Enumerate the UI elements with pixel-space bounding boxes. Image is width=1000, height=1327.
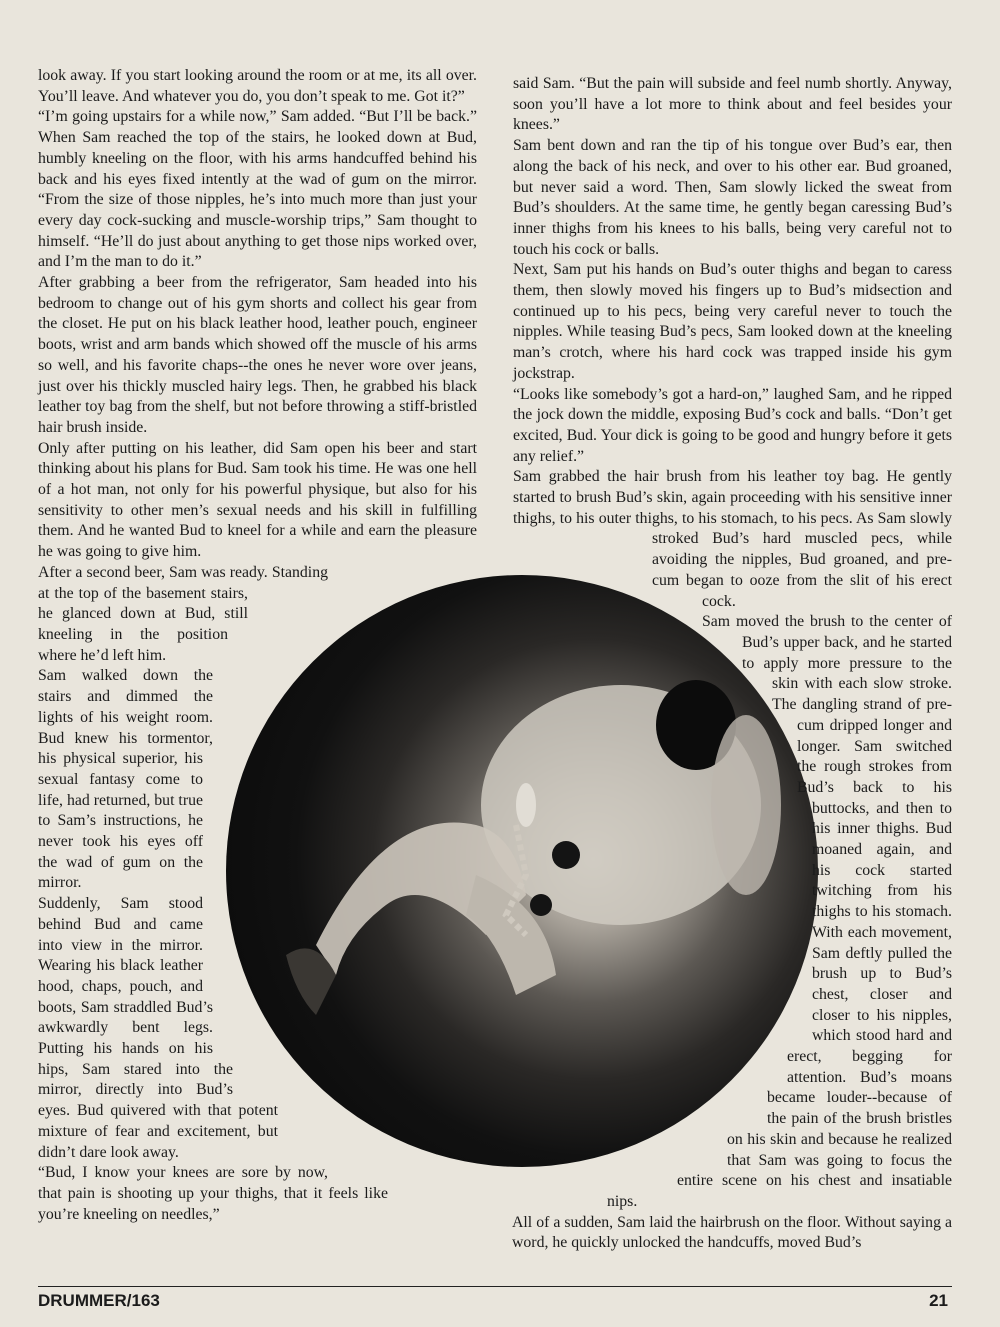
right-text-column (512, 74, 952, 1254)
paragraph: Sam grabbed the hair brush from his leather toy bag. He gently started to brush Bud’s skin, again proceeding with his sensitive inner thighs, to his outer thighs, to his stomach, to his pecs. As Sam slowly stroked Bud’s hard muscled pecs, while avoiding the nipples, Bud groaned, and pre-cum began to ooze from the slit of his erect cock. (513, 468, 952, 610)
paragraph: “Looks like somebody’s got a hard-on,” laughed Sam, and he ripped the jock down the middle, exposing Bud’s cock and balls. “Don’t get excited, Bud. Your dick is going to be good and hungry before it gets any relief.” (513, 385, 952, 465)
left-text-column (38, 66, 478, 1225)
paragraph: Sam moved the brush to the center of Bud’s upper back, and he started to apply more pressure to the skin with each slow stroke. The dangling strand of pre-cum dripped longer and longer. Sam switched the rough strokes from Bud’s back to his buttocks, and then to his inner thighs. Bud moaned again, and his cock started twitching from his thighs to his stomach. With each movement, Sam deftly pulled the brush up to Bud’s chest, closer and closer to his nipples, which stood hard and erect, begging for attention. Bud’s moans became louder--because of the pain of the brush bristles on his skin and because he realized that Sam was going to focus the entire scene on his chest and insatiable nips. (607, 613, 952, 1210)
paragraph: Suddenly, Sam stood behind Bud and came into view in the mirror. Wearing his black leather hood, chaps, pouch, and boots, Sam straddled Bud’s awkwardly bent legs. Putting his hands on his hips, Sam stared into the mirror, directly into Bud’s eyes. Bud quivered with that potent mixture of fear and excitement, but didn’t dare look away. (38, 895, 278, 1161)
paragraph: said Sam. “But the pain will subside and feel numb shortly. Anyway, soon you’ll have a lot more to think about and feel besides your knees.” (513, 75, 952, 134)
paragraph: look away. If you start looking around the room or at me, its all over. You’ll leave. And whatever you do, you don’t speak to me. Got it?” (38, 67, 477, 105)
paragraph: After a second beer, Sam was ready. Standing at the top of the basement stairs, he glanced down at Bud, still kneeling in the position where he’d left him. (38, 563, 328, 664)
footer-rule (38, 1286, 952, 1287)
paragraph: Next, Sam put his hands on Bud’s outer thighs and began to caress them, then slowly moved his fingers up to Bud’s midsection and continued up to his pecs, being very careful never to touch the nipples. While teasing Bud’s pecs, Sam looked down at the kneeling man’s crotch, where his hard cock was trapped inside his gym jockstrap. (513, 261, 952, 382)
magazine-issue: DRUMMER/163 (38, 1291, 160, 1310)
paragraph: “I’m going upstairs for a while now,” Sam added. “But I’ll be back.” When Sam reached the top of the stairs, he looked down at Bud, humbly kneeling on the floor, with his arms handcuffed behind his back and his eyes fixed intently at the wad of gum on the mirror. “From the size of those nipples, he’s into much more than just your every day cock-sucking and muscle-worship trips,” Sam thought to himself. “He’ll do just about anything to get those nips worked over, and I’m the man to do it.” (38, 108, 477, 271)
paragraph: Only after putting on his leather, did Sam open his beer and start thinking about his plans for Bud. Sam took his time. He was one hell of a hot man, not only for his powerful physique, but also for his sensitivity to other men’s sexual needs and his skill in fulfilling them. And he wanted Bud to kneel for a while and earn the pleasure he was going to give him. (38, 439, 477, 561)
page-number: 21 (929, 1291, 948, 1310)
paragraph: Sam bent down and ran the tip of his tongue over Bud’s ear, then along the back of his neck, and over to his other ear. Bud groaned, but never said a word. Then, Sam slowly licked the sweat from Bud’s shoulders. At the same time, he gently began caressing Bud’s inner thighs from his knees to his balls, being very careful not to touch his cock or balls. (513, 137, 952, 258)
paragraph: All of a sudden, Sam laid the hairbrush on the floor. Without saying a word, he quickly unlocked the handcuffs, moved Bud’s (512, 1213, 952, 1252)
paragraph: After grabbing a beer from the refrigerator, Sam headed into his bedroom to change out of his gym shorts and collect his gear from the closet. He put on his black leather hood, leather pouch, engineer boots, wrist and arm bands which showed off the muscle of his arms so well, and his favorite chaps--the ones he never wore over jeans, just over his thickly muscled hairy legs. Then, he grabbed his black leather toy bag from the shelf, but not before throwing a stiff-bristled hair brush inside. (38, 274, 477, 436)
paragraph: Sam walked down the stairs and dimmed the lights of his weight room. Bud knew his tormentor, his physical superior, his sexual fantasy come to life, had returned, but true to Sam’s instructions, he never took his eyes off the wad of gum on the mirror. (38, 667, 213, 892)
paragraph: “Bud, I know your knees are sore by now, that pain is shooting up your thighs, that it feels like you’re kneeling on needles,” (38, 1164, 388, 1223)
